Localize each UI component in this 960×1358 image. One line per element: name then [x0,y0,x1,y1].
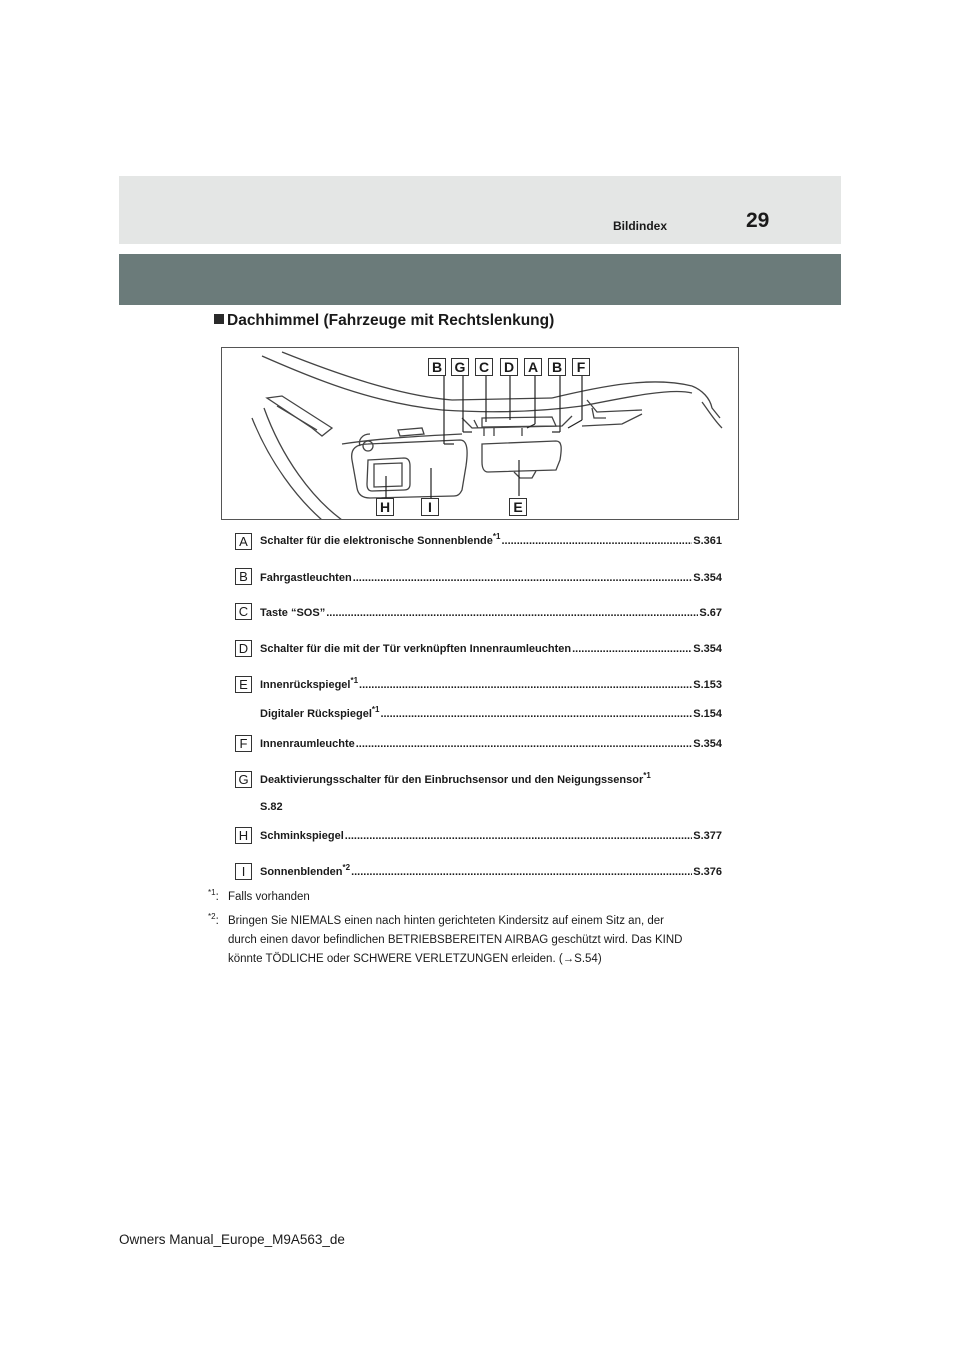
leader-dots [380,708,692,720]
entry-c [260,607,722,619]
footnote-mark: *2 [208,912,216,921]
entry-label-text: Schalter für die elektronische Sonnenblende [260,535,493,547]
callout-a: A [524,358,542,376]
entry-badge-b: B [235,568,252,585]
leader-dots [351,866,692,878]
entry-label [260,863,351,878]
page-reference[interactable]: S.354 [693,738,722,750]
callout-e: E [509,498,527,516]
section-title [214,312,554,330]
entry-label-text: Innenrückspiegel [260,679,351,691]
entry-label [260,705,380,720]
entry-badge-d: D [235,640,252,657]
callout-g: G [451,358,469,376]
leader-dots [353,572,693,584]
entry-i [260,863,722,878]
footnote-2: $^{*2}$: Bringen Sie NIEMALS einen nach hinten gerichteten Kindersitz auf einem Sitz an, der [208,912,664,927]
entry-label [260,676,359,691]
callout-b-left: B [428,358,446,376]
entry-h [260,830,722,842]
entry-e-digital [260,705,722,720]
leader-dots [345,830,692,842]
entry-label: Schalter für die mit der Tür verknüpften Innenraumleuchten [260,643,572,655]
entry-badge-e: E [235,676,252,693]
leader-dots [359,679,692,691]
entry-badge-f: F [235,735,252,752]
entry-a [260,532,722,547]
entry-footnote-mark: *1 [371,705,380,714]
callout-h: H [376,498,394,516]
entry-label: Fahrgastleuchten [260,572,352,584]
page-reference[interactable]: S.377 [693,830,722,842]
page-reference[interactable]: S.361 [693,535,722,547]
leader-dots [326,607,698,619]
page-reference[interactable]: S.153 [693,679,722,691]
entry-label: Taste “SOS” [260,607,326,619]
entry-label: Innenraumleuchte [260,738,355,750]
entry-f [260,738,722,750]
footnote-text: Falls vorhanden [228,891,310,903]
entry-b [260,572,722,584]
entry-g [260,771,651,786]
entry-label-text: Deaktivierungsschalter für den Einbruchsensor und den Neigungssensor [260,774,644,786]
entry-badge-i: I [235,863,252,880]
page-reference[interactable]: S.376 [693,866,722,878]
footnote-2-line-3: könnte TÖDLICHE oder SCHWERE VERLETZUNGEN erleiden. (→S.54) [228,953,602,965]
page-reference[interactable]: S.354 [693,643,722,655]
footnote-mark: *1 [208,888,216,897]
leader-dots [572,643,692,655]
page-number: 29 [746,209,770,232]
page-reference[interactable]: S.67 [699,607,722,619]
callout-c: C [475,358,493,376]
entry-footnote-mark: *2 [342,863,351,872]
entry-footnote-mark: *1 [492,532,501,541]
entry-label-text: Sonnenblenden [260,866,343,878]
footer-manual-id: Owners Manual_Europe_M9A563_de [119,1232,345,1247]
callout-f: F [572,358,590,376]
overhead-console-illustration [221,347,739,520]
page-reference[interactable]: S.354 [693,572,722,584]
callout-b-right: B [548,358,566,376]
header-dark-band [119,254,841,305]
page-reference[interactable]: S.154 [693,708,722,720]
entry-d [260,643,722,655]
entry-badge-c: C [235,603,252,620]
entry-badge-a: A [235,533,252,550]
footnote-1: $^{*1}$: Falls vorhanden [208,888,310,903]
entry-label: Schminkspiegel [260,830,344,842]
leader-dots [501,535,692,547]
section-title-text: Dachhimmel (Fahrzeuge mit Rechtslenkung) [227,312,555,329]
entry-badge-g: G [235,771,252,788]
entry-footnote-mark: *1 [350,676,359,685]
entry-badge-h: H [235,827,252,844]
header-band [119,176,841,244]
entry-footnote-mark: *1 [643,771,651,780]
section-label: Bildindex [613,219,668,233]
page-reference[interactable]: S.82 [260,801,283,813]
square-bullet-icon [214,314,224,324]
callout-d: D [500,358,518,376]
entry-label-text: Digitaler Rückspiegel [260,708,372,720]
entry-e [260,676,722,691]
footnote-text: Bringen Sie NIEMALS einen nach hinten gerichteten Kindersitz auf einem Sitz an, der [228,915,664,927]
leader-dots [356,738,693,750]
entry-label [260,532,501,547]
footnote-2-line-2: durch einen davor befindlichen BETRIEBSBEREITEN AIRBAG geschützt wird. Das KIND [228,934,683,946]
callout-i: I [421,498,439,516]
